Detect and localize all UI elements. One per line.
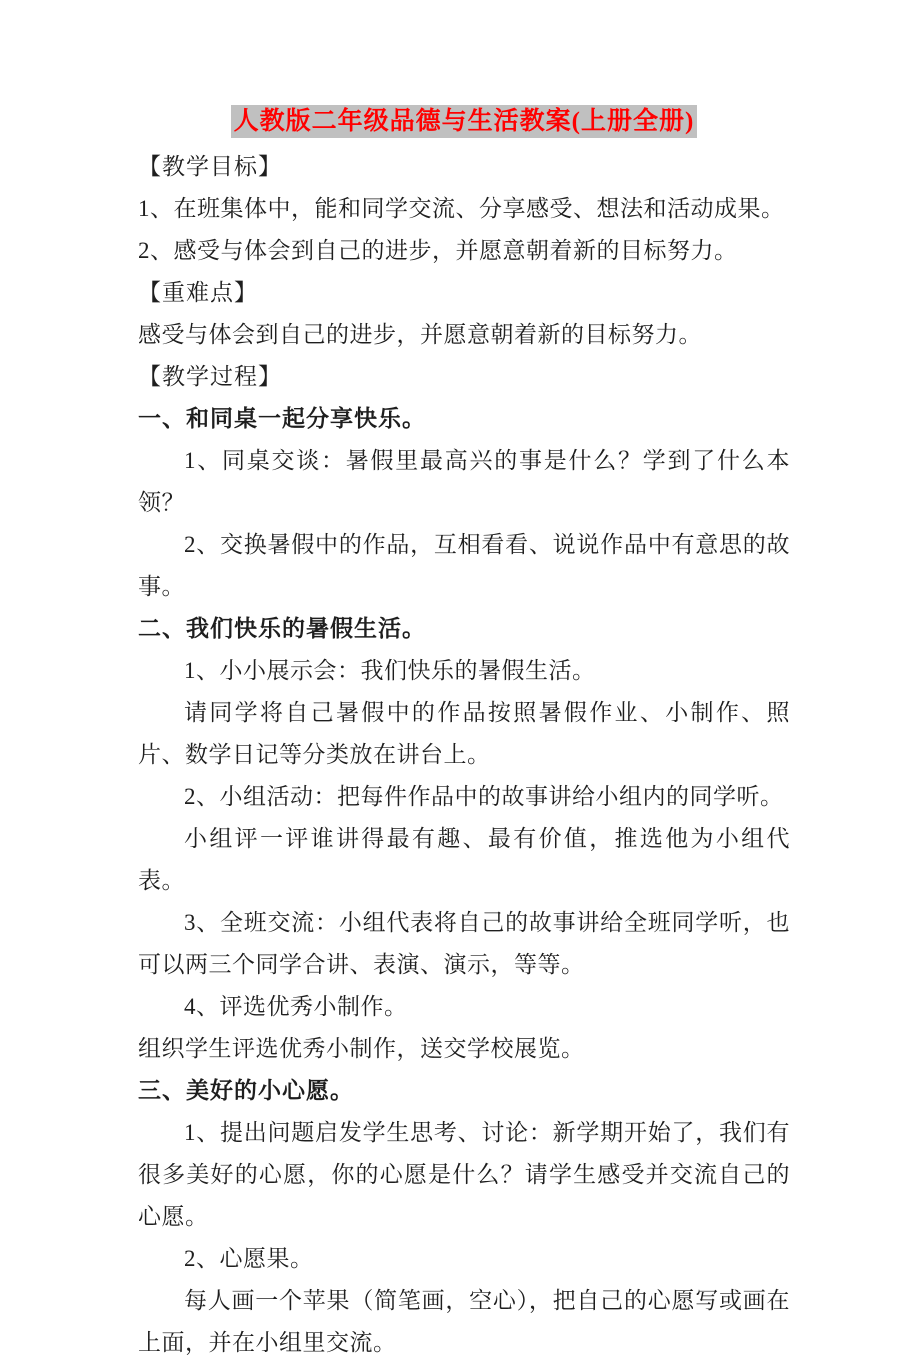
paragraph: 组织学生评选优秀小制作，送交学校展览。: [138, 1036, 585, 1061]
paragraph: 一、和同桌一起分享快乐。: [138, 406, 426, 431]
paragraph: 三、美好的小心愿。: [138, 1078, 354, 1103]
paragraph: 请同学将自己暑假中的作品按照暑假作业、小制作、照片、数学日记等分类放在讲台上。: [138, 700, 790, 767]
paragraph: 2、感受与体会到自己的进步，并愿意朝着新的目标努力。: [138, 238, 738, 263]
document-title-line: [138, 104, 790, 146]
paragraph: 1、小小展示会：我们快乐的暑假生活。: [184, 658, 596, 683]
paragraph: 感受与体会到自己的进步，并愿意朝着新的目标努力。: [138, 322, 702, 347]
paragraph: 3、全班交流：小组代表将自己的故事讲给全班同学听，也可以两三个同学合讲、表演、演示，等等。: [138, 910, 790, 977]
paragraph: 4、评选优秀小制作。: [184, 994, 408, 1019]
paragraph: 【重难点】: [138, 280, 258, 305]
paragraph: 1、同桌交谈：暑假里最高兴的事是什么？学到了什么本领？: [138, 448, 790, 515]
paragraph: 1、在班集体中，能和同学交流、分享感受、想法和活动成果。: [138, 196, 785, 221]
paragraph: 2、交换暑假中的作品，互相看看、说说作品中有意思的故事。: [138, 532, 790, 599]
paragraph: 小组评一评谁讲得最有趣、最有价值，推选他为小组代表。: [138, 826, 790, 893]
document-title: 人教版二年级品德与生活教案(上册全册): [231, 105, 698, 138]
paragraph: 2、小组活动：把每件作品中的故事讲给小组内的同学听。: [184, 784, 784, 809]
paragraph: 2、心愿果。: [184, 1246, 314, 1271]
paragraph: 【教学过程】: [138, 364, 282, 389]
paragraph: 【教学目标】: [138, 154, 282, 179]
paragraph: 二、我们快乐的暑假生活。: [138, 616, 426, 641]
paragraph: 1、提出问题启发学生思考、讨论：新学期开始了，我们有很多美好的心愿，你的心愿是什么？请学生感受并交流自己的心愿。: [138, 1120, 790, 1229]
paragraph: 每人画一个苹果（简笔画，空心），把自己的心愿写或画在上面，并在小组里交流。: [138, 1288, 790, 1355]
document-body: [138, 146, 790, 1364]
